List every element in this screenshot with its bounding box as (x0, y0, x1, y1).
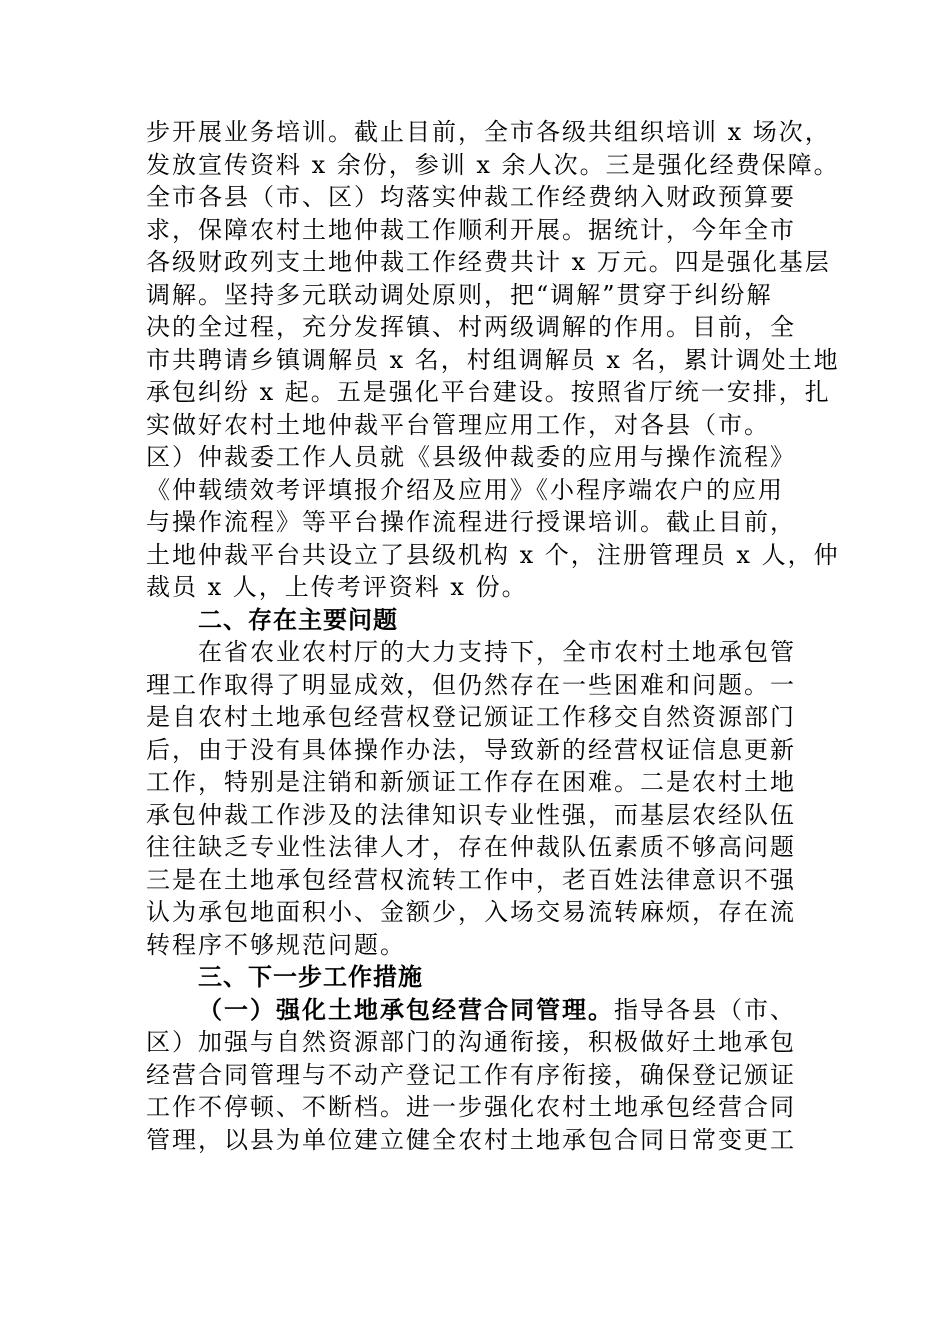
subsection-lead: （一）强化土地承包经营合同管理。 (198, 994, 614, 1024)
text-line: 工作不停顿、不断档。进一步强化农村土地承包经营合同 (146, 1093, 796, 1121)
document-page (146, 116, 840, 1156)
text-line: 区）仲裁委工作人员就《县级仲裁委的应用与操作流程》 (146, 443, 796, 471)
text-line: 三是在土地承包经营权流转工作中，老百姓法律意识不强 (146, 865, 796, 894)
text-line: 工作，特别是注销和新颁证工作存在困难。二是农村土地 (146, 768, 796, 796)
text-line: 调解。坚持多元联动调处原则，把“调解”贯穿于纠纷解 (146, 280, 773, 309)
text-line: 往往缺乏专业性法律人才，存在仲裁队伍素质不够高问题 (146, 833, 796, 861)
text-line: 步开展业务培训。截止目前，全市各级共组织培训 x 场次， (146, 118, 831, 146)
paragraph-training-and-platform (146, 116, 840, 604)
text-line: 各级财政列支土地仲裁工作经费共计 x 万元。四是强化基层 (146, 248, 831, 276)
text-line: 全市各县（市、区）均落实仲裁工作经费纳入财政预算要 (146, 183, 796, 211)
text-line: 实做好农村土地仲裁平台管理应用工作，对各县（市。 (146, 410, 770, 439)
text-line (146, 994, 808, 1027)
text-line: 承包仲裁工作涉及的法律知识专业性强，而基层农经队伍 (146, 800, 796, 829)
section-heading-next-steps: 三、下一步工作措施 (198, 963, 423, 991)
text-line: 《仲载绩效考评填报介绍及应用》《小程序端农户的应用 (146, 475, 784, 504)
section-heading-problems: 二、存在主要问题 (198, 605, 398, 634)
text-line: 是自农村土地承包经营权登记颁证工作移交自然资源部门 (146, 703, 796, 731)
paragraph-contract-management (146, 994, 808, 1157)
text-line: 转程序不够规范问题。 (146, 930, 406, 959)
text-line: 理工作取得了明显成效，但仍然存在一些困难和问题。一 (146, 670, 796, 699)
text-line: 土地仲裁平台共设立了县级机构 x 个，注册管理员 x 人，仲 (146, 540, 840, 569)
text-line: 市共聘请乡镇调解员 x 名，村组调解员 x 名，累计调处土地 (146, 345, 840, 374)
text-line: 管理，以县为单位建立健全农村土地承包合同日常变更工 (146, 1125, 796, 1154)
text-line: 经营合同管理与不动产登记工作有序衔接，确保登记颁证 (146, 1060, 796, 1089)
text-line: 决的全过程，充分发挥镇、村两级调解的作用。目前，全 (146, 313, 796, 341)
text-line: 求，保障农村土地仲裁工作顺利开展。据统计，今年全市 (146, 215, 796, 244)
text-line: 后，由于没有具体操作办法，导致新的经营权证信息更新 (146, 735, 796, 764)
text-line: 区）加强与自然资源部门的沟通衔接，积极做好土地承包 (146, 1028, 796, 1056)
text-line: 裁员 x 人，上传考评资料 x 份。 (146, 573, 528, 601)
paragraph-problems (146, 636, 808, 961)
text-line: 发放宣传资料 x 余份，参训 x 余人次。三是强化经费保障。 (146, 150, 840, 179)
text-line: 认为承包地面积小、金额少，入场交易流转麻烦，存在流 (146, 898, 796, 926)
text-fragment: 指导各县（市、 (614, 995, 796, 1024)
text-line: 承包纠纷 x 起。五是强化平台建设。按照省厅统一安排，扎 (146, 378, 831, 406)
text-line: 与操作流程》等平台操作流程进行授课培训。截止目前， (146, 508, 796, 536)
text-line: 在省农业农村厅的大力支持下，全市农村土地承包管 (198, 638, 796, 666)
